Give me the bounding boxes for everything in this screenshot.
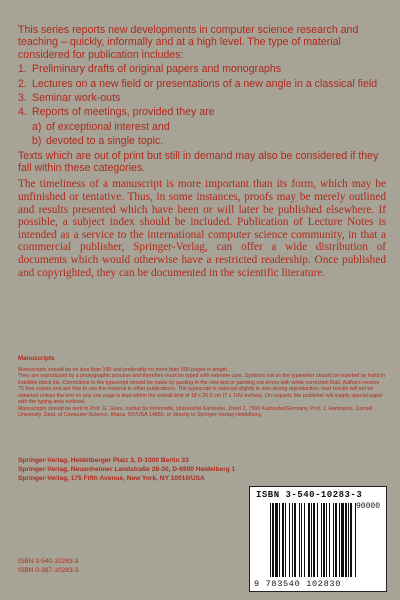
list-number: 3. bbox=[18, 92, 27, 105]
isbn-german: ISBN 3-540-10283-3 bbox=[18, 558, 79, 565]
intro-lead: This series reports new developments in computer science research and teaching – quickly, informally and at a high level. The type of material considered for publication includes: bbox=[18, 24, 359, 61]
address-berlin: Springer-Verlag, Heidelberger Platz 3, D-1000 Berlin 33 bbox=[18, 457, 189, 464]
series-description bbox=[18, 24, 386, 279]
address-new-york: Springer-Verlag, 175 Fifth Avenue, New York, NY 10010/USA bbox=[18, 475, 205, 483]
barcode-digits: 9 783540 102830 bbox=[254, 579, 342, 589]
timeliness-paragraph: The timeliness of a manuscript is more important than its form, which may be unfinished or tentative. Thus, in some instances, proofs may be merely outlined and results presented which have been or will later be published elsewhere. If possible, a subject index should be included. Publication of Lecture Notes is intended as a service to the international computer science community, in that a commercial publisher, Springer-Verlag, can offer a wide distribution of documents which would otherwise have a restricted readership. Once published and copyrighted, they can be documented in the scientific literature. bbox=[18, 178, 386, 279]
sublist-item bbox=[32, 135, 386, 147]
list-number: 4. bbox=[18, 106, 27, 119]
material-list bbox=[18, 63, 386, 147]
out-of-print-paragraph: Texts which are out of print but still in demand may also be considered if they fall within these categories. bbox=[18, 149, 379, 175]
barcode-isbn: ISBN 3-540-10283-3 bbox=[256, 490, 363, 500]
manuscripts-typing: They are reproduced by a photographic process and therefore must be typed with extreme care. Symbols not on the typewriter should be inserted by hand in indelible black ink. Corrections to the typescript should be made by pasting in the new text or painting out errors with white correction fluid. Authors receive 75 free copies and are free to use the material in other publications. The typescript is reduced slightly in size during reproduction; best results will not be obtained unless the text on any one page is kept within the overall limit of 18 x 26.5 cm (7 x 10½ inches). On request, the publisher will supply special paper with the typing area outlined. bbox=[18, 373, 386, 405]
barcode-label bbox=[249, 486, 387, 592]
manuscripts-submission: Manuscripts should be sent to Prof. G. Goos, Institut für Informatik, Universität Karlsruhe, Zirkel 2, 7500 Karlsruhe/Germany, Prof. J. Hartmanis, Cornell University, Dept. of Computer-Science, Ithaca, NY/USA 14850, or directly to Springer-Verlag Heidelberg. bbox=[18, 405, 373, 418]
barcode-icon bbox=[256, 503, 380, 579]
sublist-letter: b) bbox=[32, 135, 42, 148]
isbn-us: ISBN 0-387-10283-3 bbox=[18, 567, 79, 574]
sublist-letter: a) bbox=[32, 120, 42, 133]
publisher-addresses bbox=[18, 456, 318, 484]
list-text: Lectures on a new field or presentations of a new angle in a classical field bbox=[32, 77, 378, 90]
list-number: 2. bbox=[18, 77, 27, 90]
list-item bbox=[18, 92, 386, 104]
manuscripts-heading: Manuscripts bbox=[18, 355, 55, 362]
barcode-price-code: 90000 bbox=[355, 502, 380, 511]
manuscripts-section bbox=[18, 356, 386, 419]
list-text: Seminar work-outs bbox=[32, 92, 121, 105]
list-text: Reports of meetings, provided they are bbox=[32, 106, 215, 119]
address-heidelberg: Springer-Verlag, Neuenheimer Landstraße 28-30, D-6900 Heidelberg 1 bbox=[18, 466, 236, 474]
list-item bbox=[18, 106, 386, 147]
list-text: Preliminary drafts of original papers and monographs bbox=[32, 63, 282, 76]
list-item bbox=[18, 78, 386, 90]
sublist-text: of exceptional interest and bbox=[46, 120, 170, 133]
sublist-item bbox=[32, 121, 386, 133]
list-number: 1. bbox=[18, 63, 27, 76]
meeting-sublist bbox=[32, 121, 386, 148]
sublist-text: devoted to a single topic. bbox=[46, 135, 164, 148]
manuscripts-length: Manuscripts should be no less than 100 and preferably no more than 500 pages in length. bbox=[18, 366, 229, 373]
list-item bbox=[18, 63, 386, 75]
isbn-list bbox=[18, 557, 78, 575]
